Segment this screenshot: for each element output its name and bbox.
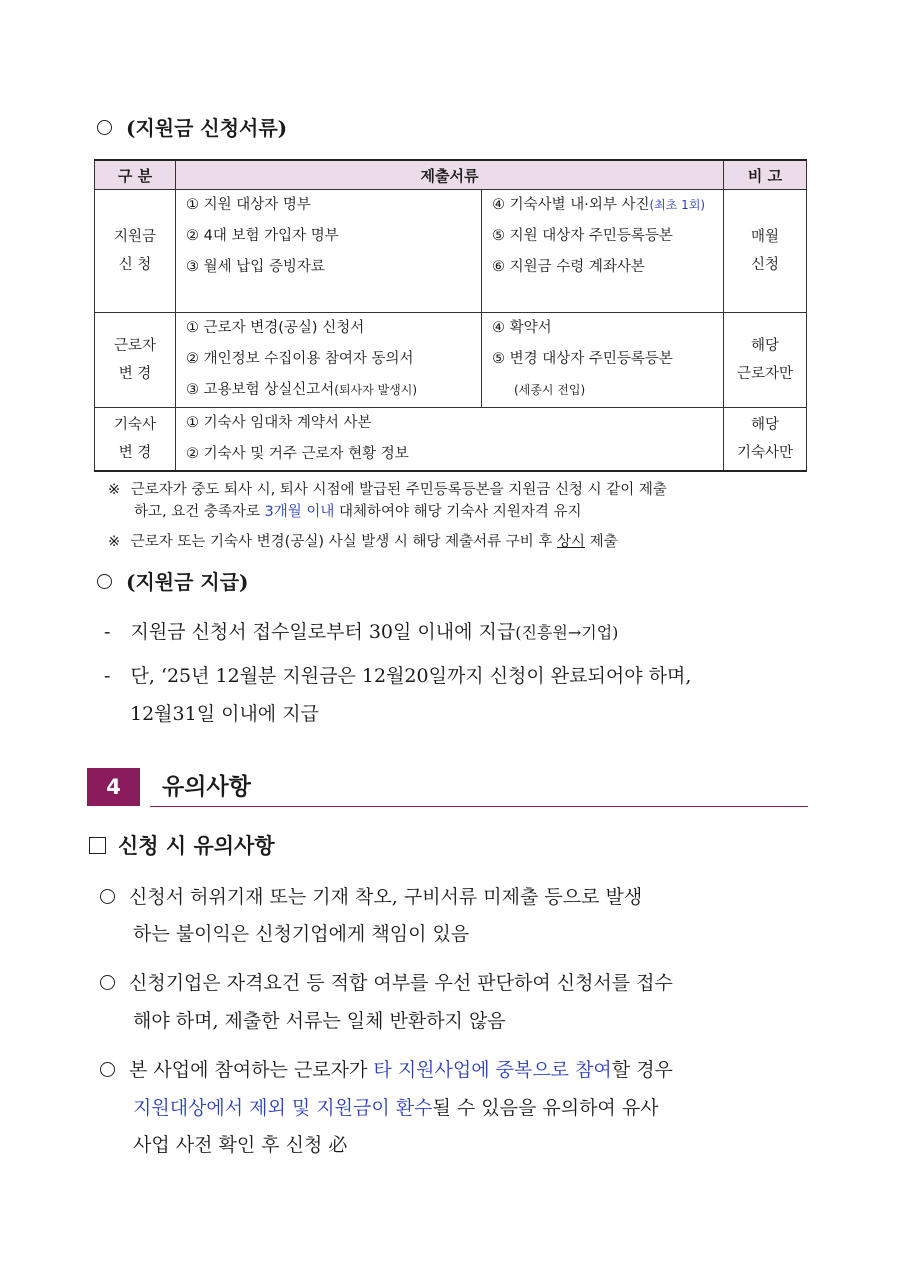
caution-item-2: 신청기업은 자격요건 등 적합 여부를 우선 판단하여 신청서를 접수 xyxy=(100,966,673,1000)
subheading: 신청 시 유의사항 xyxy=(89,830,275,860)
circle-bullet-icon xyxy=(97,574,112,589)
pay-item-2-continued: 12월31일 이내에 지급 xyxy=(130,703,319,725)
row-remark: 해당 기숙사만 xyxy=(724,408,807,472)
row-category: 지원금 신 청 xyxy=(95,190,176,313)
header-category: 구 분 xyxy=(95,160,176,190)
section-divider xyxy=(150,806,808,807)
pay-item-2: - 단, ‘25년 12월분 지원금은 12월20일까지 신청이 완료되어야 하며, xyxy=(104,665,692,687)
header-remark: 비 고 xyxy=(724,160,807,190)
apply-heading: (지원금 신청서류) xyxy=(97,112,287,141)
section-title: 유의사항 xyxy=(162,774,251,800)
caution-item-1-continued: 하는 불이익은 신청기업에게 책임이 있음 xyxy=(133,923,470,945)
circle-bullet-icon xyxy=(100,889,115,904)
row-remark: 매월 신청 xyxy=(724,190,807,313)
square-bullet-icon xyxy=(89,837,106,854)
table-header-row xyxy=(95,160,807,190)
circle-bullet-icon xyxy=(97,120,112,135)
row-category: 근로자 변 경 xyxy=(95,313,176,408)
caution-item-3-end: 사업 사전 확인 후 신청 必 xyxy=(133,1134,348,1156)
row-left-docs: ① 지원 대상자 명부 ② 4대 보험 가입자 명부 ③ 월세 납입 증빙자료 xyxy=(176,190,482,313)
table-row xyxy=(95,190,807,313)
caution-item-3-continued: 지원대상에서 제외 및 지원금이 환수될 수 있음을 유의하여 유사 xyxy=(133,1097,659,1119)
row-right-docs: ④ 기숙사별 내·외부 사진(최초 1회) ⑤ 지원 대상자 주민등록등본 ⑥ 지원금 수령 계좌사본 xyxy=(482,190,724,313)
row-remark: 해당 근로자만 xyxy=(724,313,807,408)
caution-item-2-continued: 해야 하며, 제출한 서류는 일체 반환하지 않음 xyxy=(133,1010,506,1032)
row-left-docs: ① 근로자 변경(공실) 신청서 ② 개인정보 수집이용 참여자 동의서 ③ 고용보험 상실신고서(퇴사자 발생시) xyxy=(176,313,482,408)
row-category: 기숙사 변 경 xyxy=(95,408,176,472)
note-1: ※ 근로자가 중도 퇴사 시, 퇴사 시점에 발급된 주민등록등본을 지원금 신청 시 같이 제출 xyxy=(108,482,667,498)
table-row xyxy=(95,408,807,472)
circle-bullet-icon xyxy=(100,975,115,990)
note-2: ※ 근로자 또는 기숙사 변경(공실) 사실 발생 시 해당 제출서류 구비 후 상시 제출 xyxy=(108,534,618,550)
note-1-continued: 하고, 요건 충족자로 3개월 이내 대체하여야 해당 기숙사 지원자격 유지 xyxy=(134,504,582,520)
table-row xyxy=(95,313,807,408)
caution-item-3: 본 사업에 참여하는 근로자가 타 지원사업에 중복으로 참여할 경우 xyxy=(100,1053,673,1087)
pay-item-1: - 지원금 신청서 접수일로부터 30일 이내에 지급(진흥원→기업) xyxy=(104,621,619,643)
row-right-docs: ④ 확약서 ⑤ 변경 대상자 주민등록등본 (세종시 전입) xyxy=(482,313,724,408)
header-documents: 제출서류 xyxy=(176,160,724,190)
pay-heading: (지원금 지급) xyxy=(97,566,249,595)
documents-table xyxy=(94,159,807,472)
circle-bullet-icon xyxy=(100,1062,115,1077)
section-number-badge: 4 xyxy=(87,768,140,806)
row-docs: ① 기숙사 임대차 계약서 사본 ② 기숙사 및 거주 근로자 현황 정보 xyxy=(176,408,724,472)
caution-item-1: 신청서 허위기재 또는 기재 착오, 구비서류 미제출 등으로 발생 xyxy=(100,880,642,914)
